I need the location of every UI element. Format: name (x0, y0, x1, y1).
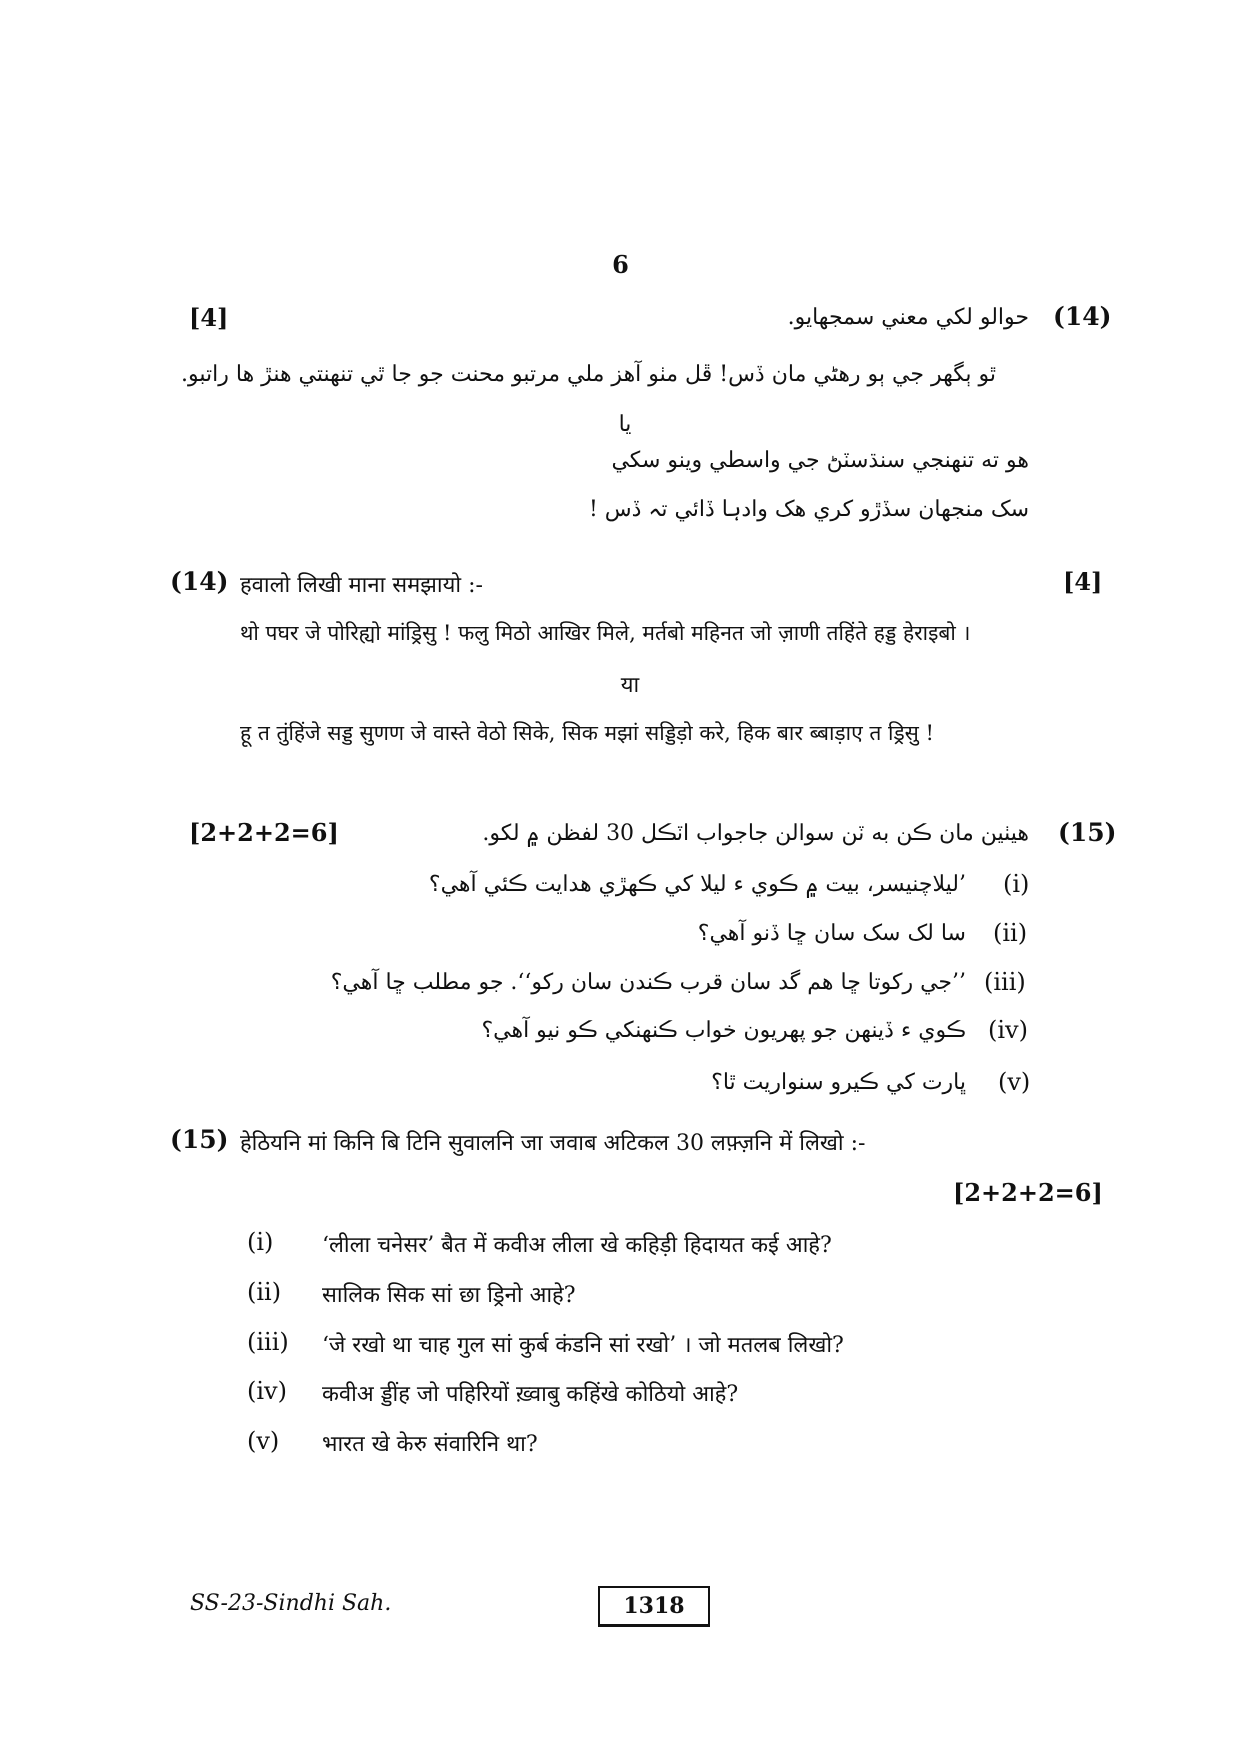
sindhi-q14-line2: هو ته تنهنجي سنڌسٽڻ جي واسطي وينو سکي (611, 448, 1029, 473)
hindi-q15-marks: [2+2+2=6] (953, 1178, 1103, 1207)
sindhi-q15-item-label: (iii) (984, 968, 1026, 996)
sindhi-q15-number: (15) (1058, 818, 1117, 847)
sindhi-q15-item-label: (v) (998, 1068, 1031, 1096)
hindi-q14-line1: थो पघर जे पोरिह्यो मांड्रिसु ! फलु मिठो आखिर मिले, मर्तबो महिनत जो ज़ाणी तहिंते हड्ड हेराइबो । (240, 621, 971, 645)
hindi-q15-instruction: हेठियनि मां किनि बि टिनि सुवालनि जा जवाब अटिकल 30 लफ़्ज़नि में लिखो :- (240, 1131, 866, 1156)
sindhi-q15-item-label: (ii) (993, 919, 1028, 947)
sindhi-q14-number: (14) (1053, 302, 1112, 331)
hindi-q15-item-text: सालिक सिक सां छा ड्रिनो आहे? (322, 1283, 576, 1308)
hindi-q15-number: (15) (170, 1125, 229, 1154)
sindhi-q14-instruction: حوالو لکي معني سمجهايو. (787, 305, 1029, 330)
sindhi-q14-line3: سک منجهان سڏڙو کري هک وادہا ڏائي تہ ڏس ! (588, 497, 1029, 522)
sindhi-q15-item-label: (i) (1003, 870, 1030, 898)
hindi-q14-instruction: हवालो लिखी माना समझायो :- (240, 573, 483, 598)
hindi-q14-number: (14) (170, 567, 229, 596)
sindhi-q15-item-label: (iv) (988, 1016, 1028, 1044)
hindi-q15-item-text: कवीअ ड्डींह जो पहिरियों ख़्वाबु कहिंखे कोठियो आहे? (322, 1382, 739, 1407)
sindhi-q15-item-text: سا لک سک سان ڇا ڏنو آهي؟ (697, 921, 966, 946)
sindhi-q15-marks: [2+2+2=6] (189, 818, 339, 847)
hindi-q15-item-label: (v) (247, 1427, 280, 1455)
hindi-q15-item-label: (i) (247, 1228, 274, 1256)
serial-number-box: 1318 (598, 1586, 710, 1627)
hindi-q15-item-text: ‘जे रखो था चाह गुल सां कुर्ब कंडनि सां रखो’ । जो मतलब लिखो? (322, 1333, 844, 1358)
hindi-q15-item-label: (ii) (247, 1278, 282, 1306)
sindhi-q15-item-text: ڪوي ء ڏينهن جو پهريون خواب ڪنهنکي ڪو نيو آهي؟ (481, 1018, 966, 1043)
hindi-q15-item-label: (iv) (247, 1377, 287, 1405)
sindhi-q14-line1: ٿو ٻگهر جي ٻو رهڻي مان ڏس! ڦل مٺو آهز ملي مرتبو محنت جو جا ٿي تنهنتي هنڙ ها راتبو. (181, 362, 996, 387)
hindi-q15-item-text: भारत खे केरु संवारिनि था? (322, 1432, 538, 1457)
sindhi-q15-item-text: ’ليلاچنيسر، بيت ۾ ڪوي ء ليلا کي ڪهڙي هدايت ڪئي آهي؟ (428, 872, 966, 897)
sindhi-q15-item-text: ’’جي رکوتا ڇا هم گد سان قرب ڪندن سان رکو‘‘. جو مطلب ڇا آهي؟ (330, 970, 966, 995)
sindhi-q15-instruction: هيٺين مان ڪن به ٽن سوالن جاجواب اٽڪل 30 لفظن ۾ لکو. (482, 821, 1029, 846)
hindi-q14-line2: हू त तुंहिंजे सड्ड सुणण जे वास्ते वेठो सिके, सिक मझां सड्डिड़ो करे, हिक बार ब्बाड़ाए त ड्रिसु ! (240, 721, 934, 745)
sindhi-q14-or: يا (618, 412, 632, 437)
paper-code: SS-23-Sindhi Sah. (190, 1591, 392, 1616)
hindi-q14-or: या (620, 673, 640, 698)
page-number: 6 (612, 250, 629, 279)
sindhi-q15-item-text: ڀارت کي ڪيرو سنواريت ٿا؟ (711, 1070, 966, 1095)
hindi-q14-marks: [4] (1063, 567, 1103, 596)
sindhi-q14-marks: [4] (189, 303, 229, 332)
hindi-q15-item-text: ‘लीला चनेसर’ बैत में कवीअ लीला खे कहिड़ी हिदायत कई आहे? (322, 1233, 832, 1258)
hindi-q15-item-label: (iii) (247, 1328, 289, 1356)
